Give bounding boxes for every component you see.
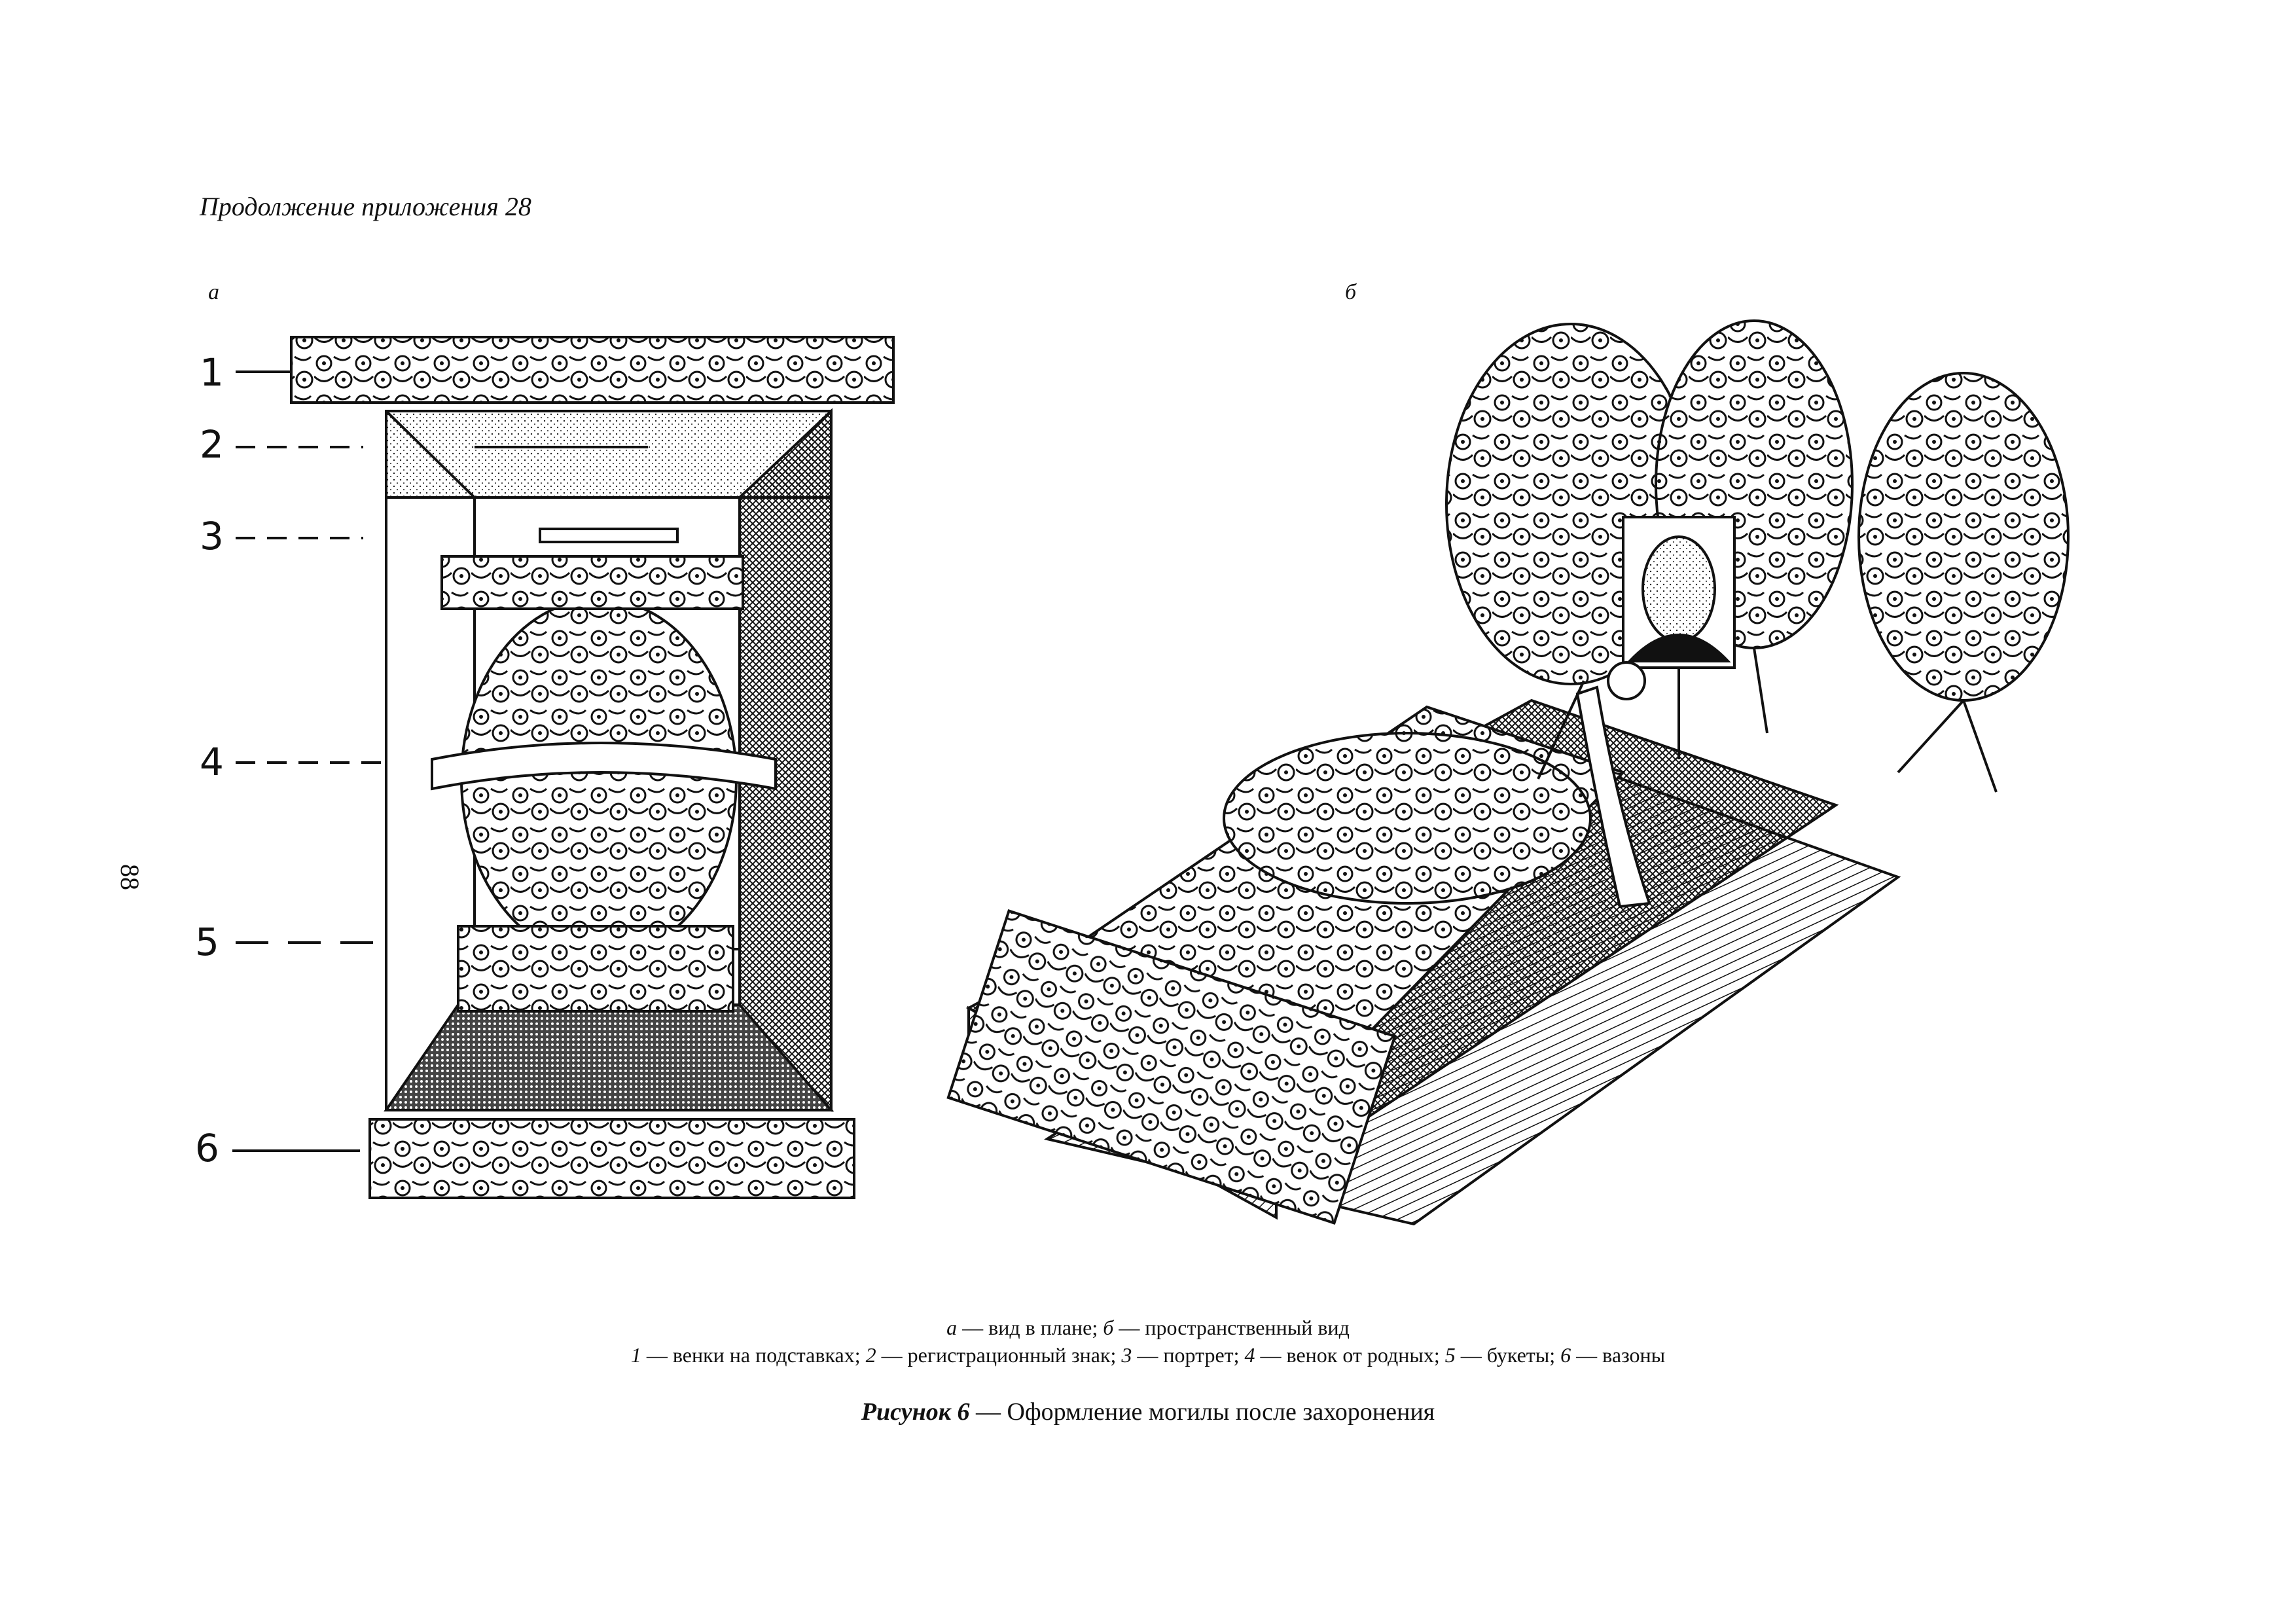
caption-view-a-text: — вид в плане;	[957, 1316, 1103, 1339]
legend-text-4: — венок от родных;	[1255, 1343, 1445, 1367]
figure-title	[0, 1398, 2296, 1426]
legend-num-2: 2	[865, 1343, 876, 1367]
caption-views	[0, 1316, 2296, 1340]
legend-text-3: — портрет;	[1132, 1343, 1245, 1367]
legend-num-6: 6	[1560, 1343, 1571, 1367]
legend-text-2: — регистрационный знак;	[876, 1343, 1122, 1367]
panel-label-b: б	[1345, 280, 1357, 304]
figure-label: Рисунок 6	[861, 1398, 970, 1426]
marker-2: 2	[200, 422, 224, 467]
caption-view-a-letter: а	[946, 1316, 958, 1339]
plan-view-drawing	[291, 337, 893, 1198]
legend-text-1: — венки на подставках;	[641, 1343, 866, 1367]
marker-1: 1	[200, 350, 224, 395]
marker-4: 4	[200, 740, 224, 784]
legend-num-4: 4	[1244, 1343, 1255, 1367]
legend-text-6: — вазоны	[1571, 1343, 1666, 1367]
caption-view-b-letter: б	[1103, 1316, 1114, 1339]
marker-6: 6	[195, 1126, 219, 1170]
panel-label-a: а	[208, 280, 219, 304]
page-header: Продолжение приложения 28	[200, 192, 531, 221]
figure-title-text: — Оформление могилы после захоронения	[969, 1398, 1435, 1426]
legend-num-1: 1	[630, 1343, 641, 1367]
caption-view-b-text: — пространственный вид	[1113, 1316, 1350, 1339]
legend-num-5: 5	[1444, 1343, 1456, 1367]
caption-legend	[0, 1343, 2296, 1367]
page-number: 88	[115, 864, 145, 890]
marker-3: 3	[200, 514, 224, 558]
marker-5: 5	[195, 920, 219, 964]
legend-num-3: 3	[1121, 1343, 1132, 1367]
legend-text-5: — букеты;	[1455, 1343, 1561, 1367]
perspective-view-drawing	[948, 321, 2068, 1224]
